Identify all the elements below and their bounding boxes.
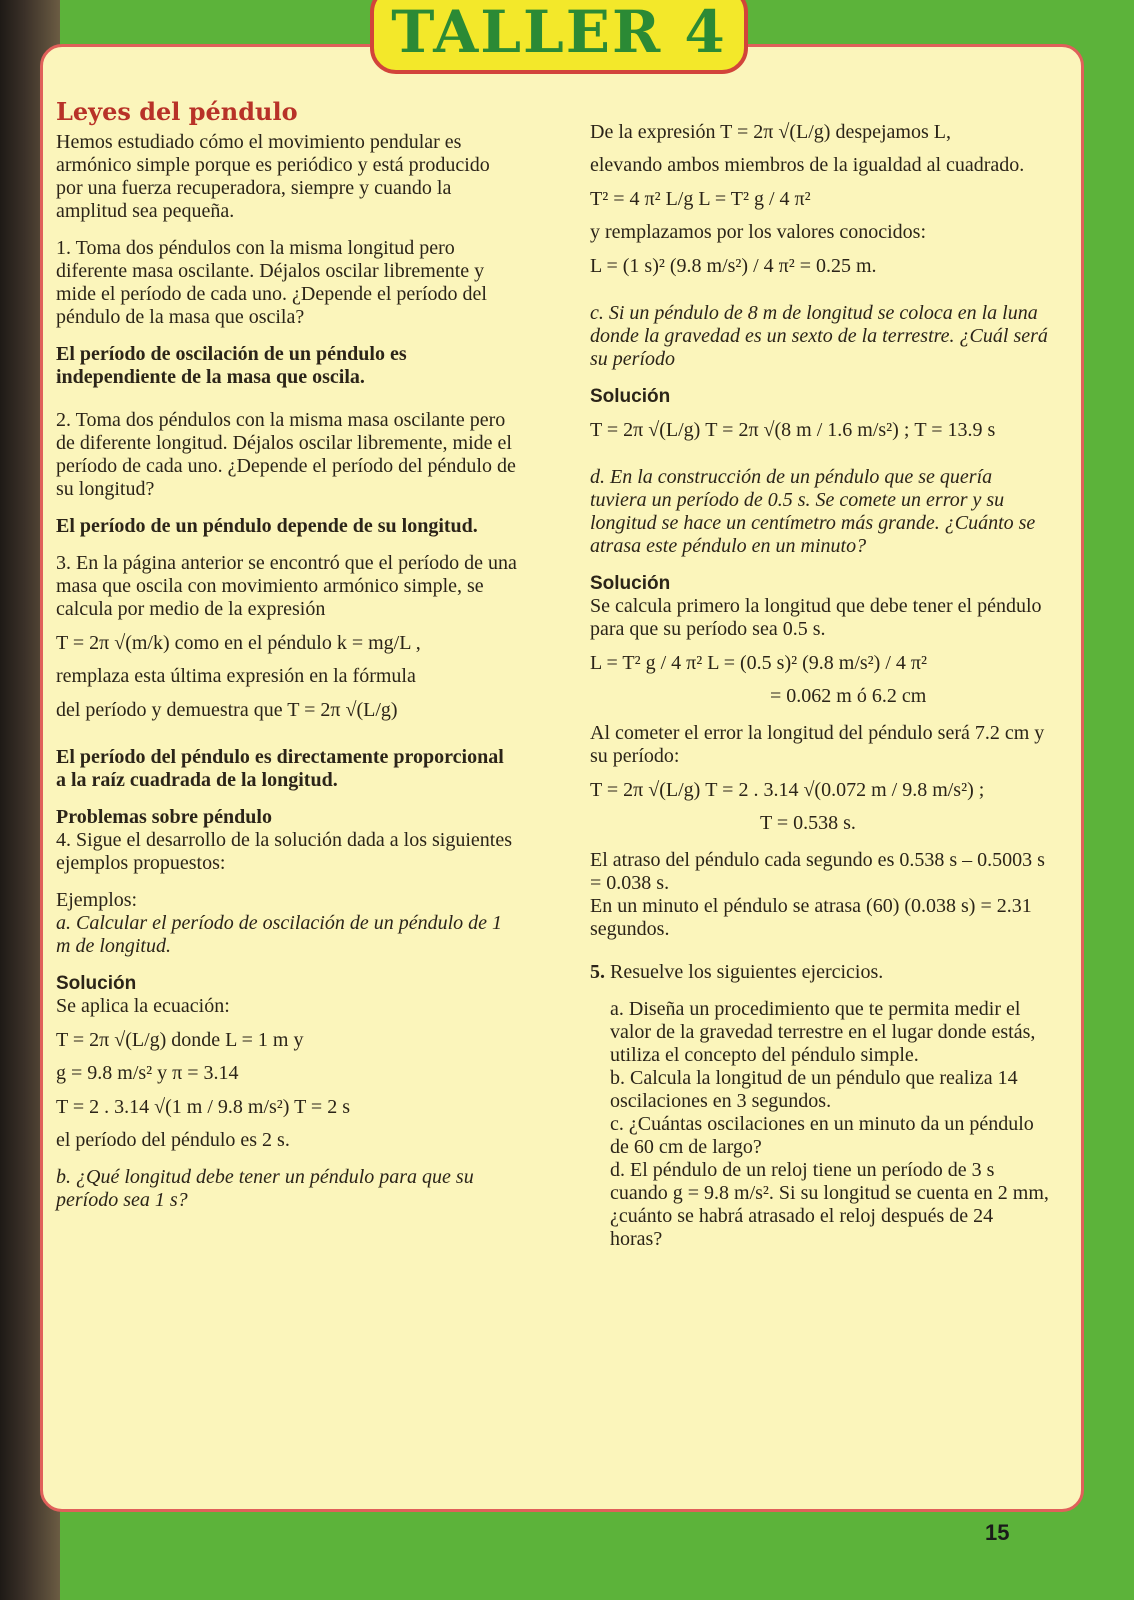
problems-heading: Problemas sobre péndulo: [56, 806, 272, 828]
example-a: a. Calcular el período de oscilación de un péndulo de 1 m de longitud.: [56, 912, 503, 957]
exercise-3: 3. En la página anterior se encontró que el período de una masa que oscila con movimiento armónico simple, se calcula por medio de la expresión: [56, 552, 517, 620]
equation-d2-result: T = 0.538 s.: [760, 812, 856, 834]
intro-paragraph: Hemos estudiado cómo el movimiento pendular es armónico simple porque es periódico y está producido por una fuerza recuperadora, siempre y cuando la amplitud sea pequeña.: [56, 131, 490, 222]
example-c: c. Si un péndulo de 8 m de longitud se coloca en la luna donde la gravedad es un sexto de la terrestre. ¿Cuál será su período: [590, 302, 1048, 370]
equation-d1-result: = 0.062 m ó 6.2 cm: [770, 685, 927, 707]
exercise-5c: c. ¿Cuántas oscilaciones en un minuto da un péndulo de 60 cm de largo?: [610, 1113, 1034, 1158]
equation-d2: T = 2π √(L/g) T = 2 . 3.14 √(0.072 m / 9.8 m/s²) ;: [590, 778, 985, 801]
equation-b2: L = (1 s)² (9.8 m/s²) / 4 π² = 0.25 m.: [590, 254, 877, 277]
exercise-5-number: 5.: [590, 961, 605, 983]
exercise-5: [590, 961, 1050, 984]
example-d: d. En la construcción de un péndulo que se quería tuviera un período de 0.5 s. Se comete un error y su longitud se hace un centímetro más grande. ¿Cuánto se atrasa este péndulo en un minuto?: [590, 466, 1036, 557]
exercise-5a: a. Diseña un procedimiento que te permita medir el valor de la gravedad terrestre en el lugar donde estás, utiliza el concepto del péndulo simple.: [610, 998, 1036, 1066]
exercise-1: 1. Toma dos péndulos con la misma longitud pero diferente masa oscilante. Déjalos oscilar libremente y mide el período de cada uno. ¿Depende el período del péndulo de la masa que oscila?: [56, 237, 487, 328]
apply-text: Se aplica la ecuación:: [56, 995, 230, 1017]
solution-d-label: Solución: [590, 573, 671, 594]
exercise-5b: b. Calcula la longitud de un péndulo que realiza 14 oscilaciones en 3 segundos.: [610, 1067, 1018, 1112]
page-number: 15: [985, 1520, 1010, 1545]
solution-label: Solución: [56, 973, 137, 994]
equation-period-spring: T = 2π √(m/k) como en el péndulo k = mg/L ,: [56, 631, 421, 654]
equation-a2: g = 9.8 m/s² y π = 3.14: [56, 1062, 239, 1084]
equation-a1: T = 2π √(L/g) donde L = 1 m y: [56, 1028, 304, 1051]
exercise-4: 4. Sigue el desarrollo de la solución dada a los siguientes ejemplos propuestos:: [56, 829, 513, 874]
solution-d-line3: El atraso del péndulo cada segundo es 0.538 s – 0.5003 s = 0.038 s.: [590, 849, 1045, 894]
solution-d-line1: Se calcula primero la longitud que debe tener el péndulo para que su período sea 0.5 s.: [590, 595, 1042, 640]
solution-b-line2: elevando ambos miembros de la igualdad al cuadrado.: [590, 154, 1025, 176]
exercise-5-text: Resuelve los siguientes ejercicios.: [610, 961, 884, 983]
right-column: [590, 110, 1050, 1251]
exercise-3-continued: remplaza esta última expresión en la fórmula: [56, 665, 416, 687]
solution-b-line1: De la expresión T = 2π √(L/g) despejamos L,: [590, 120, 951, 143]
law-1: El período de oscilación de un péndulo es independiente de la masa que oscila.: [56, 343, 407, 388]
section-heading: Leyes del péndulo: [56, 97, 298, 126]
equation-d1: L = T² g / 4 π² L = (0.5 s)² (9.8 m/s²) / 4 π²: [590, 651, 927, 674]
equation-b1: T² = 4 π² L/g L = T² g / 4 π²: [590, 187, 811, 210]
left-column: [56, 97, 518, 1212]
result-a: el período del péndulo es 2 s.: [56, 1129, 290, 1151]
law-2: El período de un péndulo depende de su longitud.: [56, 515, 478, 537]
law-3: El período del péndulo es directamente proporcional a la raíz cuadrada de la longitud.: [56, 746, 504, 791]
equation-period-pendulum: del período y demuestra que T = 2π √(L/g): [56, 698, 398, 721]
solution-d-line4: En un minuto el péndulo se atrasa (60) (0.038 s) = 2.31 segundos.: [590, 895, 1032, 940]
example-b: b. ¿Qué longitud debe tener un péndulo para que su período sea 1 s?: [56, 1166, 474, 1211]
equation-c: T = 2π √(L/g) T = 2π √(8 m / 1.6 m/s²) ; T = 13.9 s: [590, 418, 996, 441]
solution-c-label: Solución: [590, 386, 671, 407]
exercise-5-list: [590, 998, 1050, 1251]
exercise-2: 2. Toma dos péndulos con la misma masa oscilante pero de diferente longitud. Déjalos oscilar libremente, mide el período de cada uno. ¿Depende el período del péndulo de su longitud?: [56, 409, 516, 500]
exercise-5d: d. El péndulo de un reloj tiene un período de 3 s cuando g = 9.8 m/s². Si su longitud se cuenta en 2 mm, ¿cuánto se habrá atrasado el reloj después de 24 horas?: [610, 1159, 1049, 1250]
solution-b-line3: y remplazamos por los valores conocidos:: [590, 221, 927, 243]
equation-a3: T = 2 . 3.14 √(1 m / 9.8 m/s²) T = 2 s: [56, 1095, 350, 1118]
solution-d-line2: Al cometer el error la longitud del péndulo será 7.2 cm y su período:: [590, 722, 1045, 767]
examples-label: Ejemplos:: [56, 889, 138, 911]
page-title: TALLER 4: [370, 0, 748, 74]
